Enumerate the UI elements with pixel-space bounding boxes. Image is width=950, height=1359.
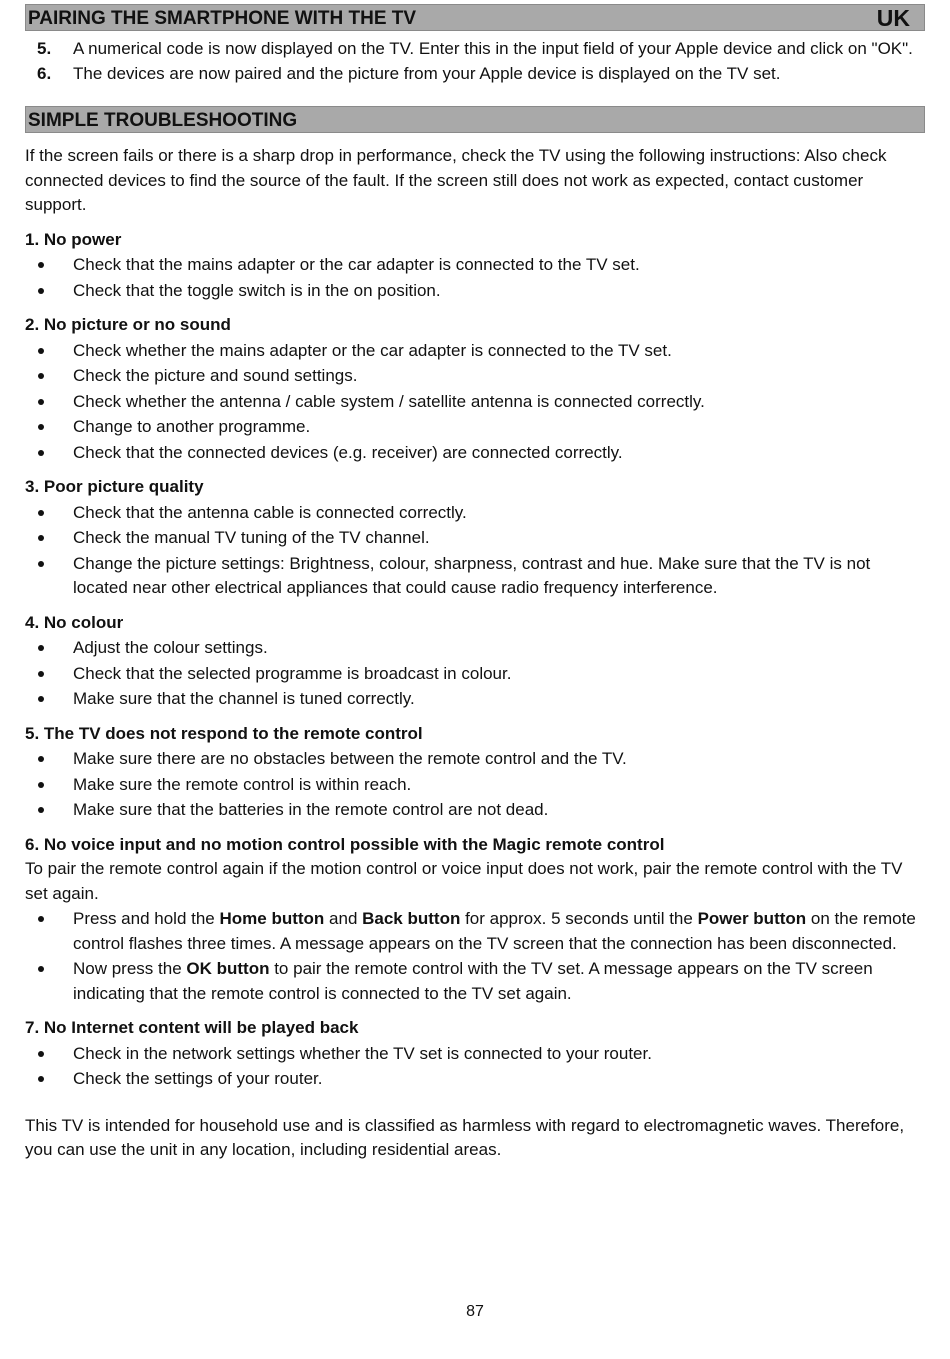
text-run: Now press the — [73, 959, 187, 978]
list-item: Check whether the mains adapter or the car adapter is connected to the TV set. — [25, 339, 925, 364]
list-item: Check whether the antenna / cable system / satellite antenna is connected correctly. — [25, 390, 925, 415]
text-run: on the remote control flashes three times. A message appears on the TV screen that the connection has been disconnected. — [73, 909, 916, 953]
closing-note: This TV is intended for household use and is classified as harmless with regard to electromagnetic waves. Therefore, you can use the unit in any location, including residential areas. — [25, 1115, 905, 1159]
list-item: Check that the selected programme is broadcast in colour. — [25, 662, 925, 687]
list-item: Check the settings of your router. — [25, 1067, 925, 1092]
list-item: Check the picture and sound settings. — [25, 364, 925, 389]
list-no-power — [25, 253, 925, 303]
list-item: Make sure that the channel is tuned correctly. — [25, 687, 925, 712]
list-no-picture — [25, 339, 925, 466]
heading-remote-control: 5. The TV does not respond to the remote control — [25, 723, 423, 743]
list-magic-remote — [25, 907, 925, 1006]
list-item: Make sure the remote control is within reach. — [25, 773, 925, 798]
heading-poor-picture: 3. Poor picture quality — [25, 477, 204, 496]
heading-no-colour: 4. No colour — [25, 612, 124, 632]
page — [25, 4, 925, 1163]
list-item: Check in the network settings whether the TV set is connected to your router. — [25, 1042, 925, 1067]
page-number: 87 — [466, 1303, 484, 1320]
list-item — [25, 907, 925, 956]
home-button-label: Home button — [219, 909, 325, 928]
text-run: for approx. 5 seconds until the — [460, 909, 698, 928]
heading-no-power: 1. No power — [25, 229, 122, 249]
list-item: Check that the antenna cable is connected correctly. — [25, 501, 925, 526]
magic-remote-intro: To pair the remote control again if the motion control or voice input does not work, pair the remote control with the TV set again. — [25, 859, 903, 903]
list-remote-control — [25, 747, 925, 823]
power-button-label: Power button — [697, 909, 807, 928]
language-label: UK — [876, 5, 910, 31]
list-item: Change the picture settings: Brightness, colour, sharpness, contrast and hue. Make sure that the TV is not located near other electrical appliances that could cause radio frequency interference. — [25, 552, 925, 601]
heading-no-internet: 7. No Internet content will be played back — [25, 1018, 359, 1037]
step-item — [25, 62, 925, 87]
list-item: Change to another programme. — [25, 415, 925, 440]
heading-magic-remote: 6. No voice input and no motion control possible with the Magic remote control — [25, 834, 665, 854]
list-item: Check that the mains adapter or the car adapter is connected to the TV set. — [25, 253, 925, 278]
list-item: Check the manual TV tuning of the TV channel. — [25, 526, 925, 551]
back-button-label: Back button — [362, 909, 461, 928]
list-item: Make sure there are no obstacles between the remote control and the TV. — [25, 747, 925, 772]
ok-button-label: OK button — [186, 959, 270, 978]
troubleshooting-intro: If the screen fails or there is a sharp drop in performance, check the TV using the following instructions: Also check connected devices to find the source of the fault. If the screen still does not work as expected, contact customer support. — [25, 146, 887, 214]
list-no-internet — [25, 1042, 925, 1092]
list-no-colour — [25, 636, 925, 712]
text-run: to pair the remote control with the TV set. A message appears on the TV screen indicating that the remote control is connected to the TV set again. — [73, 959, 873, 1003]
list-item: Check that the toggle switch is in the on position. — [25, 279, 925, 304]
heading-no-picture: 2. No picture or no sound — [25, 315, 231, 334]
step-number: 6. — [37, 63, 52, 83]
list-item — [25, 957, 925, 1006]
section-header-pairing — [25, 4, 925, 31]
text-run: and — [324, 909, 363, 928]
step-text: A numerical code is now displayed on the TV. Enter this in the input field of your Apple device and click on "OK". — [73, 39, 913, 58]
section-title: PAIRING THE SMARTPHONE WITH THE TV — [28, 8, 417, 29]
list-item: Adjust the colour settings. — [25, 636, 925, 661]
step-text: The devices are now paired and the picture from your Apple device is displayed on the TV set. — [73, 63, 781, 83]
pairing-steps — [25, 37, 925, 86]
text-run: Press and hold the — [73, 909, 220, 928]
list-item: Check that the connected devices (e.g. receiver) are connected correctly. — [25, 441, 925, 466]
step-number: 5. — [37, 39, 52, 58]
section-title: SIMPLE TROUBLESHOOTING — [28, 110, 298, 131]
list-item: Make sure that the batteries in the remote control are not dead. — [25, 798, 925, 823]
step-item — [25, 37, 925, 62]
section-header-troubleshooting — [25, 106, 925, 133]
list-poor-picture — [25, 501, 925, 601]
